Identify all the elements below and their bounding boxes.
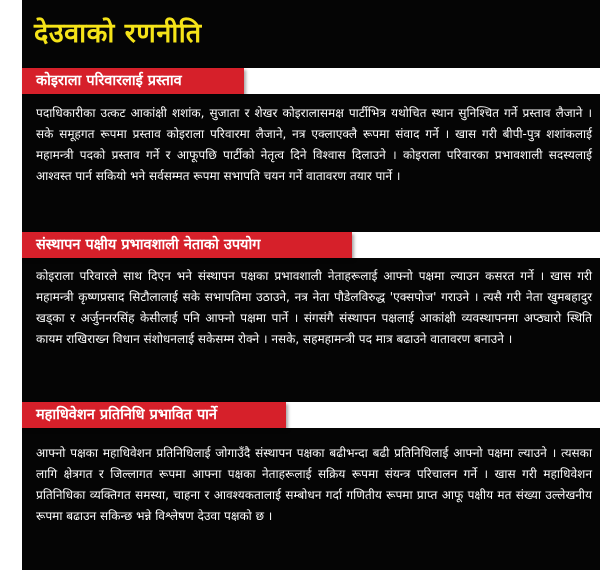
section-header-establishment-leaders <box>22 232 600 258</box>
section-body-convention-delegates: आफ्नो पक्षका महाधिवेशन प्रतिनिधिलाई जोगाउँदै संस्थापन पक्षका बढीभन्दा बढी प्रतिनिधिलाई आफ्नो पक्षमा ल्याउने । त्यसका लागि क्षेत्रगत र जिल्लागत रूपमा आफ्ना पक्षका नेताहरूलाई सक्रिय रूपमा संयन्त्र परिचालन गर्ने । खास गरी महाधिवेशन प्रतिनिधिका व्यक्तिगत समस्या, चाहना र आवश्यकतालाई सम्बोधन गर्दा गणितीय रूपमा प्राप्त आफू पक्षीय मत संख्या उल्लेखनीय रूपमा बढाउन सकिन्छ भन्ने विश्लेषण देउवा पक्षको छ । <box>36 446 592 523</box>
section-heading: संस्थापन पक्षीय प्रभावशाली नेताको उपयोग <box>36 237 261 253</box>
section-header-koirala-family <box>22 68 600 94</box>
section-body-koirala-family: पदाधिकारीका उत्कट आकांक्षी शशांक, सुजाता र शेखर कोइरालासमक्ष पार्टीभित्र यथोचित स्थान सुनिश्चित गर्ने प्रस्ताव लैजाने । सके समूहगत रूपमा प्रस्ताव कोइराला परिवारमा लैजाने, नत्र एक्लाएक्लै रूपमा संवाद गर्ने । खास गरी बीपी-पुत्र शशांकलाई महामन्त्री पदको प्रस्ताव गर्ने र आफूपछि पार्टीको नेतृत्व दिने विश्वास दिलाउने । कोइराला परिवारका प्रभावशाली सदस्यलाई आश्वस्त पार्न सकियो भने सर्वसम्मत रूपमा सभापति चयन गर्ने वातावरण तयार पार्ने । <box>36 106 592 183</box>
page-title: देउवाको रणनीति <box>34 18 202 49</box>
section-header-convention-delegates <box>22 402 600 428</box>
section-body-establishment-leaders: कोइराला परिवारले साथ दिएन भने संस्थापन पक्षका प्रभावशाली नेताहरूलाई आफ्नो पक्षमा ल्याउन कसरत गर्ने । खास गरी महामन्त्री कृष्णप्रसाद सिटौलालाई सके सभापतिमा उठाउने, नत्र नेता पौडेलविरुद्ध 'एक्सपोज' गराउने । त्यसै गरी नेता खुमबहादुर खड्का र अर्जुननरसिंह केसीलाई पनि आफ्नो पक्षमा पार्ने । संगसंगै संस्थापन पक्षलाई आकांक्षी व्यवस्थापनमा अप्ठ्यारो स्थिति कायम राखिराख्न विधान संशोधनलाई सकेसम्म रोक्ने । नसके, सहमहामन्त्री पद मात्र बढाउने वातावरण बनाउने । <box>36 269 592 346</box>
section-heading: कोइराला परिवारलाई प्रस्ताव <box>36 73 182 89</box>
section-heading: महाधिवेशन प्रतिनिधि प्रभावित पार्ने <box>36 407 217 423</box>
